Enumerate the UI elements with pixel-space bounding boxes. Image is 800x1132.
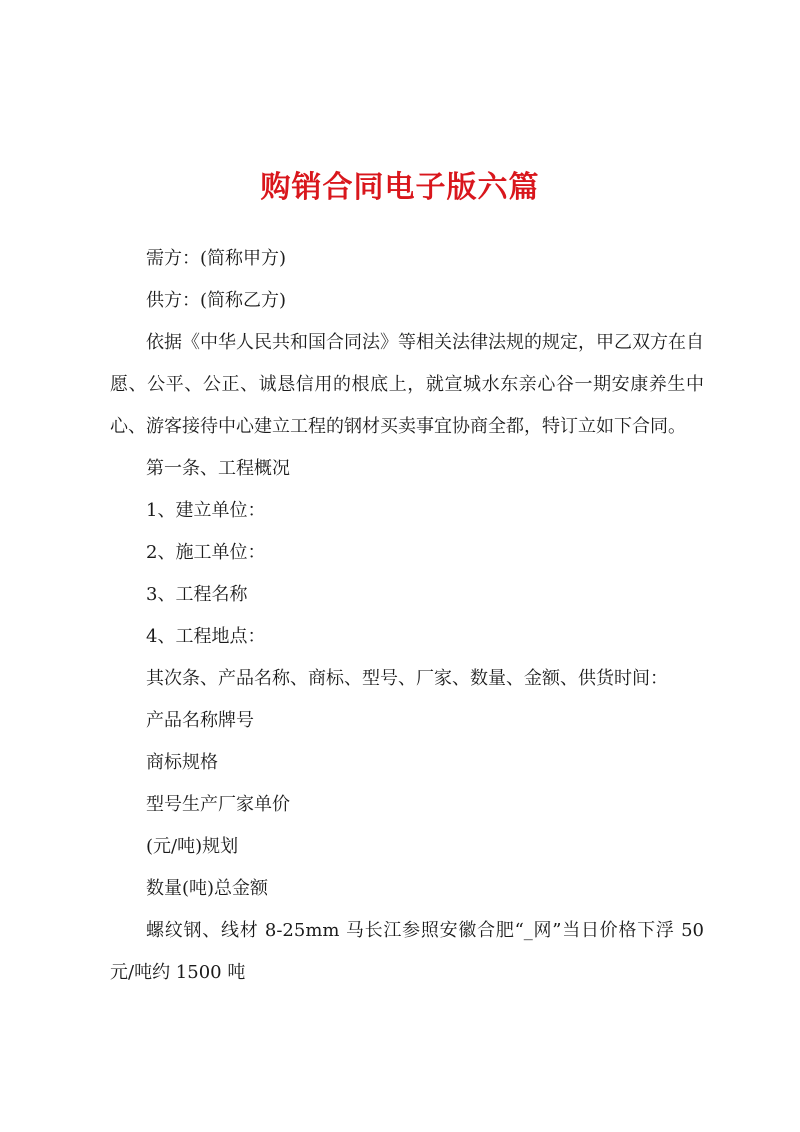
paragraph-seller: 供方：(简称乙方)	[146, 290, 287, 311]
paragraph-quantity: 数量(吨)总金额	[146, 878, 269, 899]
paragraph-article-1: 第一条、工程概况	[146, 458, 290, 479]
paragraph-item-3: 3、工程名称	[146, 584, 248, 605]
paragraph-buyer: 需方：(简称甲方)	[146, 248, 287, 269]
paragraph-trademark: 商标规格	[146, 752, 218, 773]
paragraph-model: 型号生产厂家单价	[146, 794, 290, 815]
paragraph-item-2: 2、施工单位：	[146, 542, 266, 563]
paragraph-item-1: 1、建立单位：	[146, 500, 266, 521]
paragraph-preamble: 依据《中华人民共和国合同法》等相关法律法规的规定，甲乙双方在自愿、公平、公正、诚恳信用的根底上，就宣城水东亲心谷一期安康养生中心、游客接待中心建立工程的钢材买卖事宜协商全都，特订立如下合同。	[110, 332, 704, 437]
paragraph-unit: (元/吨)规划	[146, 836, 239, 857]
document-body	[110, 238, 704, 994]
paragraph-article-2: 其次条、产品名称、商标、型号、厂家、数量、金额、供货时间：	[146, 668, 668, 689]
paragraph-product-name: 产品名称牌号	[146, 710, 254, 731]
paragraph-rebar: 螺纹钢、线材 8-25mm 马长江参照安徽合肥“_网”当日价格下浮 50 元/吨约 1500 吨	[110, 920, 704, 983]
document-title: 购销合同电子版六篇	[260, 170, 540, 205]
paragraph-item-4: 4、工程地点：	[146, 626, 266, 647]
